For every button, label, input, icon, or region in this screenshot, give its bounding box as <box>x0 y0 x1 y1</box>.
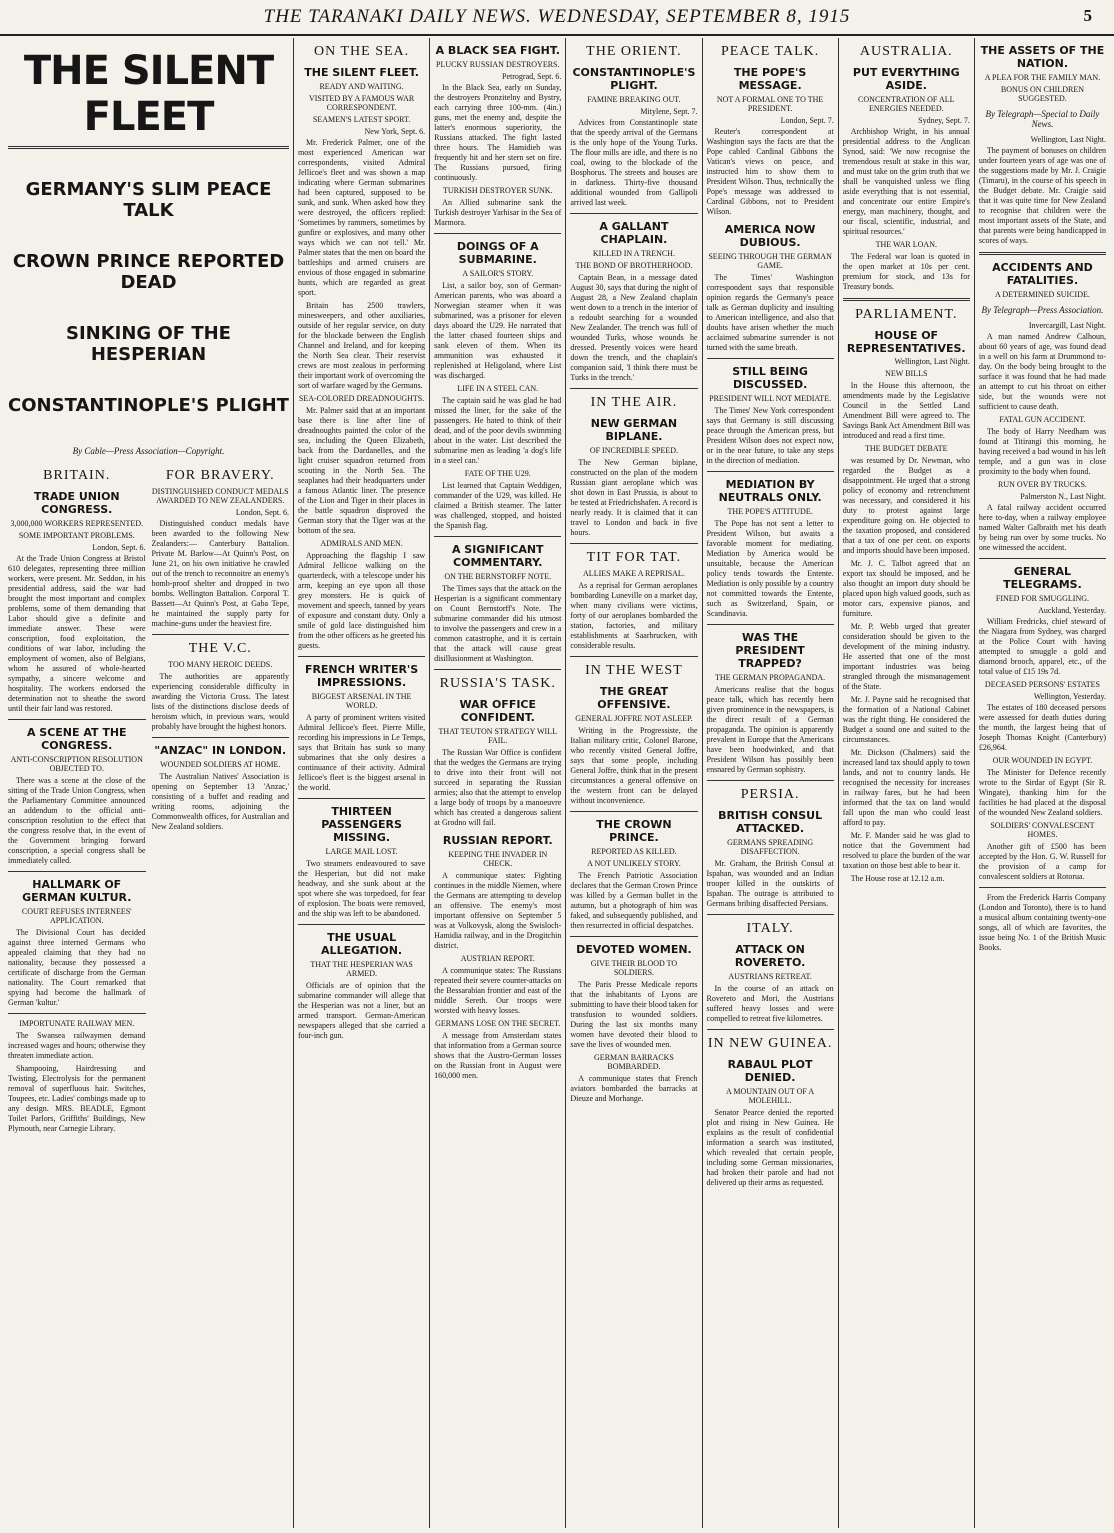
article-heading: FRENCH WRITER'S IMPRESSIONS. <box>304 663 419 689</box>
article-text: The Federal war loan is quoted in the open market at 10s per cent. premium for stock, and 13s for Treasury bonds. <box>842 252 970 291</box>
dateline: Wellington, Last Night. <box>894 357 970 366</box>
page-number: 5 <box>1083 6 1092 25</box>
article-text: Writing in the Progressiste, the Italian military critic, Colonel Barone, who recently visited General Joffre, says that some people, including General Joffre, think that in the present circumstances a general offensive on the western front can be delayed without inconvenience. <box>570 726 698 805</box>
subheading: GERMAN BARRACKS BOMBARDED. <box>594 1053 674 1071</box>
subheading: ALLIES MAKE A REPRISAL. <box>583 569 685 578</box>
divider <box>570 811 697 812</box>
article-heading: THE ASSETS OF THE NATION. <box>980 44 1105 70</box>
article-heading: CONSTANTINOPLE'S PLIGHT. <box>572 66 696 92</box>
subheading: PRESIDENT WILL NOT MEDIATE. <box>709 394 832 403</box>
article-heading: HOUSE OF REPRESENTATIVES. <box>846 329 966 355</box>
article-text: The Pope has not sent a letter to President Wilson, but awaits a favorable moment for mediating. Mediation by America would be unsuitable, because the American policy tends towards the Entente. Mediation is only possible by a country not committed towards the Entente, such as Switzerland, Spain, or Scandinavia. <box>706 519 834 618</box>
divider <box>570 543 697 544</box>
subheading: THE BOND OF BROTHERHOOD. <box>575 261 693 270</box>
article-text: The Russian War Office is confident that the wedges the Germans are trying to drive into their front will not succeed in separating the Russian armies; also that the attempt to envelop a large body of troops by a manoeuvre which has created a dangerous salient at Grodno will fail. <box>434 748 562 827</box>
subheading: FAMINE BREAKING OUT. <box>587 95 681 104</box>
subheading: DISTINGUISHED CONDUCT MEDALS AWARDED TO NEW ZEALANDERS. <box>151 487 289 505</box>
section-heading: PEACE TALK. <box>720 44 820 59</box>
article-text: A man named Andrew Calhoun, about 60 years of age, was found dead in a well on his farm at Drummond to-day. On the body being brought to the surface it was found that he had made an attempt to cut his throat on either side, but the wounds were not sufficient to cause death. <box>978 332 1107 411</box>
subheading: SEEING THROUGH THE GERMAN GAME. <box>708 252 832 270</box>
article-text: Approaching the flagship I saw Admiral Jellicoe walking on the quarterdeck, with a telescope under his arm, keeping an eye upon all those grey monsters. He is quick of movement and speech, tanned by years of exposure and constant duty. Only a smile of gold lace distinguished him from the other officers as he greeted his guests. <box>298 551 426 650</box>
subheading: OF INCREDIBLE SPEED. <box>589 446 679 455</box>
divider <box>434 233 561 234</box>
article-heading: HALLMARK OF GERMAN KULTUR. <box>22 878 132 904</box>
divider <box>707 914 834 915</box>
article-text: A communique states: Fighting continues in the middle Niemen, where the Germans are attempting to develop an offensive. The enemy's most important offensive on September 5 was at Volkovysk, along the Swisloch-Hamidia railway, and in the Drogitchin district. <box>434 871 562 950</box>
divider <box>707 780 834 781</box>
subheading: LIFE IN A STEEL CAN. <box>457 384 539 393</box>
column-5 <box>703 38 839 1528</box>
article-text: In the House this afternoon, the amendments made by the Legislative Council in the Settled Land Amendment Bill were agreed to. The Savings Bank Act Amendment Bill was introduced and read a first time. <box>842 381 970 440</box>
article-text: Mr. Graham, the British Consul at Ispahan, was wounded and an Indian trooper killed in the outskirts of Ispahan. The outrage is attributed to Germans bribing disaffected Persians. <box>706 859 834 908</box>
column-1 <box>4 38 294 1528</box>
article-text: A fatal railway accident occurred here to-day, when a railway employee named Walter Galbraith met his death by being run over by some trucks. No one witnessed the accident. <box>978 503 1107 552</box>
subheading: SOME IMPORTANT PROBLEMS. <box>18 531 135 540</box>
article-text: A communique states that French aviators bombarded the barracks at Dieuze and Morhange. <box>570 1074 698 1103</box>
article-heading: GENERAL TELEGRAMS. <box>1003 565 1082 591</box>
byline: By Cable—Press Association—Copyright. <box>72 446 225 456</box>
article-text: Mr. Palmer said that at an important base there is line after line of dreadnoughts painted the color of the sea, including the Queen Elizabeth, back from the Dardanelles, and the light cruiser squadron returned from scouting in the North Sea. The seaplanes had their headquarters under a famous Atlantic liner. The presence of the Lion and Tiger in their places in the battle squadron disproved the German story that the Tiger was at the bottom of the sea. <box>298 406 426 535</box>
article-text: The New German biplane, constructed on the plan of the modern Russian giant aeroplane which was shot down in East Prussia, is about to be tested at Friedrichshafen. A record is nearly ready. It is claimed that it can travel to London and back in five hours. <box>570 458 698 537</box>
article-text: The House rose at 12.12 a.m. <box>850 874 945 883</box>
subheading: SEAMEN'S LATEST SPORT. <box>312 115 411 124</box>
article-text: A message from Amsterdam states that information from a German source shows that the Austro-German losses on the Russian front in August were 160,000 men. <box>434 1031 562 1080</box>
article-text: The Swansea railwaymen demand increased wages and hours; otherwise they threaten immediate action. <box>8 1031 146 1060</box>
subheading: FINED FOR SMUGGLING. <box>995 594 1089 603</box>
article-text: The authorities are apparently experiencing considerable difficulty in awarding the Victoria Cross. The latest lists of the distinctions disclose deeds of heroism which, in previous wars, would probably have brought the highest honors. <box>151 672 289 731</box>
subheading: TURKISH DESTROYER SUNK. <box>442 186 553 195</box>
dateline: Wellington, Yesterday. <box>1033 692 1107 701</box>
article-heading: RUSSIAN REPORT. <box>442 834 553 847</box>
article-text: Mr. Frederick Palmer, one of the most experienced American war correspondents, visited Admiral Jellicoe's fleet and was shown a map indicating where German submarines had been captured, supposed to be sunk, and sunk. When asked how they were destroyed, the officers replied: 'Sometimes by rammers, sometimes by gunfire or explosives, and many other ways which we can not tell.' Mr. Palmer states that the men on board the battleships and armed cruisers are envious of those engaged in submarine hunts, which are regarded as great sport. <box>298 138 426 297</box>
dateline: Mitylene, Sept. 7. <box>640 107 698 116</box>
subheading: ON THE BERNSTORFF NOTE. <box>444 572 552 581</box>
article-text: Another gift of £500 has been accepted by the Hon. G. W. Russell for the provision of a camp for convalescent soldiers at Rotorua. <box>978 842 1107 881</box>
article-heading: PUT EVERYTHING ASIDE. <box>852 66 960 92</box>
article-text: At the Trade Union Congress at Bristol 610 delegates, representing three million workers, were present. Mr. Seddon, in his presidential address, said the war had brought the most important and complex problems, some of them demanding that Labor should give a definite and immediate answer. These were conscription, food exploitation, the conditions of war labor, including the employment of women, also of Belgians, whom he assured of whole-hearted sympathy, a sincere welcome and hospitality. The workers endorsed the determination not to sheathe the sword until their fair land was restored. <box>8 554 146 713</box>
subheading: THE GERMAN PROPAGANDA. <box>715 673 826 682</box>
divider <box>298 798 425 799</box>
article-text: List, a sailor boy, son of German-American parents, who was aboard a Norwegian steamer when it was submarined, was a prisoner for eleven days aboard the U29. He narrated that the latter chased fourteen ships and sank eleven of them. When its ammunition was exhausted it replenished at Heligoland, where List was discharged. <box>434 281 562 380</box>
subheading: A PLEA FOR THE FAMILY MAN. <box>984 73 1101 82</box>
byline: By Telegraph—Press Association. <box>981 305 1104 315</box>
subcolumn-a <box>8 462 146 1137</box>
subheading: RUN OVER BY TRUCKS. <box>997 480 1087 489</box>
divider <box>298 656 425 657</box>
subheading: CONCENTRATION OF ALL ENERGIES NEEDED. <box>858 95 955 113</box>
subheading: A SAILOR'S STORY. <box>462 269 534 278</box>
article-heading: A GALLANT CHAPLAIN. <box>599 220 669 246</box>
article-text: The Divisional Court has decided against three interned Germans who appealed claiming that they had no nationality, because they possessed a certificate of discharge from the German nationality. The Court remarked that spying had become the hallmark of German 'kultur.' <box>8 928 146 1007</box>
divider <box>570 936 697 937</box>
subheading: KILLED IN A TRENCH. <box>592 249 675 258</box>
article-text: Distinguished conduct medals have been awarded to the following New Zealanders:— Canterbury Battalion. Private M. Barlow—At Quinn's Post, on June 21, on his own initiative he crawled out of the trench to reconnoitre an enemy's bomb-proof shelter and dropped in two bombs. Wellington Battalion. Corporal T. Bassett—At Quinn's Post, at Gaba Tepe, he maintained the supply party for machine-guns under the heaviest fire. <box>151 519 289 628</box>
subheading: A DETERMINED SUICIDE. <box>995 290 1090 299</box>
subheading: REPORTED AS KILLED. <box>591 847 677 856</box>
subheading: NOT A FORMAL ONE TO THE PRESIDENT. <box>716 95 824 113</box>
article-heading: BRITISH CONSUL ATTACKED. <box>718 809 823 835</box>
dateline: Invercargill, Last Night. <box>1028 321 1107 330</box>
section-vc: THE V.C. <box>188 641 252 656</box>
headline-hesperian: SINKING OF THE HESPERIAN <box>66 323 231 365</box>
advertisement: Shampooing, Hairdressing and Twisting, Electrolysis for the permanent removal of superfluous hair. Switches, Toupees, etc. Ladies' combings made up to any design. MRS. BEADLE, Egmont Toilet Parlors, Griffiths' Buildings, New Plymouth, near Carnegie Library. <box>8 1064 146 1133</box>
divider <box>152 737 290 738</box>
subheading: GERMANS LOSE ON THE SECRET. <box>435 1019 561 1028</box>
article-heading: A SIGNIFICANT COMMENTARY. <box>451 543 544 569</box>
subheading: GENERAL JOFFRE NOT ASLEEP. <box>575 714 693 723</box>
article-text: The Paris Presse Medicale reports that the inhabitants of Lyons are submitting to have their blood taken for transfusion to wounded soldiers. During the last six months many women have devoted their blood to save the lives of wounded men. <box>570 980 698 1049</box>
article-text: Mr. F. Mander said he was glad to notice that the Government had resolved to place the burden of the war taxation on those best able to bear it. <box>842 831 970 870</box>
column-4 <box>566 38 702 1528</box>
dateline: Sydney, Sept. 7. <box>918 116 970 125</box>
article-heading: STILL BEING DISCUSSED. <box>732 365 808 391</box>
article-text: The captain said he was glad he had missed the liner, for the sake of the passengers. He hated to think of their dead, and of the poor devils swimming about in the water. List described the submarine men as leading 'a dog's life in a steel can.' <box>434 396 562 465</box>
section-heading: THE ORIENT. <box>586 44 682 59</box>
subheading: AUSTRIANS RETREAT. <box>728 972 812 981</box>
headline-peace-talk: GERMANY'S SLIM PEACE TALK <box>25 179 272 221</box>
subheading: VISITED BY A FAMOUS WAR CORRESPONDENT. <box>308 94 415 112</box>
subheading: LARGE MAIL LOST. <box>325 847 398 856</box>
divider <box>707 471 834 472</box>
article-heading: MEDIATION BY NEUTRALS ONLY. <box>718 478 822 504</box>
article-text: A communique states: The Russians repeated their severe counter-attacks on the Bessarabian frontier and east of the middle Sereth. Our troops were worsted with heavy losses. <box>434 966 562 1015</box>
newspaper-title: THE TARANAKI DAILY NEWS. WEDNESDAY, SEPTEMBER 8, 1915 <box>263 6 851 27</box>
article-heading: NEW GERMAN BIPLANE. <box>590 417 678 443</box>
article-text: Britain has 2500 trawlers, minesweepers, and other auxiliaries, outside of her regular service, on duty for the blockade between the English Channel and Ireland, and for keeping the North Sea clear. Their reservist crews are most zealous in performing their important work of overcoming the sort of warfare waged by the Germans. <box>298 301 426 390</box>
section-britain: BRITAIN. <box>43 468 111 483</box>
article-text: A party of prominent writers visited Admiral Jellicoe's fleet. Pierre Mille, recording his impressions in Le Temps, says that Britain has sunk so many submarines that she only desires a continuance of their activity. Admiral Jellicoe's fleet is the biggest arsenal in the world. <box>298 713 426 792</box>
subheading: GERMANS SPREADING DISAFFECTION. <box>727 838 814 856</box>
article-text: Mr. J. C. Talbot agreed that an export tax should be imposed, and he also thought an import duty should be placed upon high valued goods, such as motor cars, expensive pianos, and furniture. <box>842 559 970 618</box>
section-heading: ITALY. <box>746 921 794 936</box>
section-heading: PARLIAMENT. <box>855 307 958 322</box>
article-text: The French Patriotic Association declares that the German Crown Prince was killed by a German bullet in the autumn, but a photograph of him was faked, and subsequently published, and then resurrected in official despatches. <box>570 871 698 930</box>
subheading: 3,000,000 WORKERS REPRESENTED. <box>10 519 144 528</box>
divider <box>8 719 146 720</box>
column-2 <box>294 38 430 1528</box>
subheading: SOLDIERS' CONVALESCENT HOMES. <box>990 821 1095 839</box>
article-heading: THE GREAT OFFENSIVE. <box>597 685 671 711</box>
article-text: In the course of an attack on Rovereto and Mori, the Austrians suffered heavy losses and were compelled to retreat five kilometres. <box>706 984 834 1023</box>
article-text: The Australian Natives' Association is opening on September 13 'Anzac,' consisting of a buffet and reading and writing rooms, adjoining the Commonwealth offices, for Australian and New Zealand soldiers. <box>151 772 289 831</box>
article-text: Americans realise that the bogus peace talk, which has recently been given prominence in the newspapers, is the direct result of a German propaganda. The opinion is apparently prevalent in Europe that the Americans have been hoodwinked, and that President Wilson has possibly been ensnared by German sophistry. <box>706 685 834 774</box>
columns <box>4 38 1110 1528</box>
column-6 <box>839 38 975 1528</box>
advertisement: From the Frederick Harris Company (London and Toronto), there is to hand a musical album containing twenty-one songs, all of which are favorites, the issue being No. 1 of the British Music Books. <box>978 893 1107 952</box>
section-heading: IN THE AIR. <box>590 395 678 410</box>
article-heading: WAR OFFICE CONFIDENT. <box>459 698 537 724</box>
subcolumns <box>8 462 289 1137</box>
divider <box>570 656 697 657</box>
subheading: FATE OF THE U29. <box>464 469 531 478</box>
subheading: PLUCKY RUSSIAN DESTROYERS. <box>436 60 560 69</box>
article-text: There was a scene at the close of the sitting of the Trade Union Congress, when the Parliamentary Committee announced an addendum to the official anti-conscription resolution to the effect that the congress resolve that, in the event of the Government bringing forward conscription, a special congress shall be immediately called. <box>8 776 146 865</box>
divider <box>434 669 561 670</box>
dateline: Palmerston N., Last Night. <box>1020 492 1107 501</box>
main-headline: THE SILENT FLEET <box>23 48 274 140</box>
subheading: READY AND WAITING. <box>319 82 404 91</box>
article-text: The body of Harry Needham was found at Titirangi this morning, he having received a bad wound in his left temple, and a gun was in close proximity to the body when found. <box>978 427 1107 476</box>
article-heading: THE CROWN PRINCE. <box>596 818 672 844</box>
article-heading: DEVOTED WOMEN. <box>576 943 692 956</box>
divider <box>8 871 146 872</box>
divider <box>707 1029 834 1030</box>
dateline: London, Sept. 6. <box>235 508 289 517</box>
divider <box>979 252 1106 255</box>
article-heading: A BLACK SEA FIGHT. <box>435 44 560 57</box>
subheading: THE BUDGET DEBATE <box>865 444 948 453</box>
article-text: Senator Pearce denied the reported plot and rising in New Guinea. He explains as the result of confidential information a search was instituted, which revealed that certain people, including some German missionaries, had broken their parole and had not delivered up their arms as requested. <box>706 1108 834 1187</box>
subheading: SEA-COLORED DREADNOUGHTS. <box>298 394 425 403</box>
divider <box>434 536 561 537</box>
subheading: TOO MANY HEROIC DEEDS. <box>168 660 273 669</box>
dateline: Auckland, Yesterday. <box>1038 606 1107 615</box>
article-text: In the Black Sea, early on Sunday, the destroyers Pronzitelny and Bystry, each carrying three 100-mm. (4in.) guns, met the enemy and, despite the latter's enormous superiority, the Russians attacked. The fight lasted three hours. The Hamidieh was frequently hit and her stern set on fire. The Russians pursued, firing continuously. <box>434 83 562 182</box>
section-heading: IN THE WEST <box>585 663 683 678</box>
article-heading: WAS THE PRESIDENT TRAPPED? <box>735 631 805 670</box>
divider <box>8 146 289 149</box>
subheading: THE WAR LOAN. <box>875 240 937 249</box>
article-heading: THE POPE'S MESSAGE. <box>733 66 807 92</box>
article-heading: "ANZAC" IN LONDON. <box>154 744 287 757</box>
article-text: Mr. Dickson (Chalmers) said the increased land tax should apply to town lands, and not to country lands. He recognised the necessity for increases in railway fares, but he had been informed that the tax on land would fall upon the man who could least afford to pay. <box>842 748 970 827</box>
article-text: Two steamers endeavoured to save the Hesperian, but did not make headway, and she sunk about at the spot where she was torpedoed, for fear of explosion. The boats were removed, and the ship was left to be abandoned. <box>298 859 426 918</box>
article-text: Mr. J. Payne said he recognised that the formation of a National Cabinet was the right thing. He considered the Budget a sound one and suited to the circumstances. <box>842 695 970 744</box>
subheading: THAT THE HESPERIAN WAS ARMED. <box>310 960 413 978</box>
section-heading: PERSIA. <box>740 787 800 802</box>
subheading: BONUS ON CHILDREN SUGGESTED. <box>1000 85 1084 103</box>
dateline: Wellington, Last Night. <box>1030 135 1107 144</box>
subheading: NEW BILLS <box>885 369 928 378</box>
article-text: Officials are of opinion that the submarine commander will allege that the Hesperian was not a liner, but an armed transport. German-American newspapers alleged that she carried a four-inch gun. <box>298 981 426 1040</box>
article-text: The Times says that the attack on the Hesperian is a significant commentary on Count Bernstorff's Note. The submarine commander did his utmost to involve the passengers and crew in a common catastrophe, and it is certain that the attack will cause great disillusionment at Washington. <box>434 584 562 663</box>
headline-crown-prince: CROWN PRINCE REPORTED DEAD <box>12 251 285 293</box>
masthead <box>0 0 1114 36</box>
subcolumn-b <box>152 462 290 1137</box>
article-heading: AMERICA NOW DUBIOUS. <box>724 223 816 249</box>
section-heading: ON THE SEA. <box>314 44 410 59</box>
byline: By Telegraph—Special to Daily News. <box>985 109 1100 129</box>
divider <box>152 634 290 635</box>
divider <box>298 924 425 925</box>
article-text: The Times' New York correspondent says that Germany is still discussing peace through the American press, but President Wilson does not expect now, or in the near future, to take any steps in the direction of mediation. <box>706 406 834 465</box>
article-text: William Fredricks, chief steward of the Niagara from Sydney, was charged at the Police Court with having attempted to smuggle a gold and diamond brooch, apparel, etc., of the total value of £15 19s 7d. <box>978 617 1107 676</box>
divider <box>570 213 697 214</box>
divider <box>979 558 1106 559</box>
article-text: An Allied submarine sank the Turkish destroyer Yarhisar in the Sea of Marmora. <box>434 198 562 227</box>
article-heading: A SCENE AT THE CONGRESS. <box>26 726 127 752</box>
article-heading: ATTACK ON ROVERETO. <box>734 943 806 969</box>
article-text: was resumed by Dr. Newman, who regarded the Budget as a disappointment. He urged that a strong policy of economy and retrenchment was necessary, and considered it his duty to protest against large expenditure going on. He objected to the taxation proposed, and considered that a tax of one per cent. on exports and imports should have been imposed. <box>842 456 970 555</box>
section-heading: AUSTRALIA. <box>859 44 953 59</box>
dateline: Petrograd, Sept. 6. <box>502 72 562 81</box>
divider <box>707 358 834 359</box>
article-text: The payment of bonuses on children under fourteen years of age was one of the suggestions made by Mr. J. Craigie (Timaru), in the course of his speech in the Budget debate. Mr. Craigie said that it was quite time for New Zealand to recognise that children were the most important assets of the State, and that parents were being handicapped in scores of ways. <box>978 146 1107 245</box>
subheading: IMPORTUNATE RAILWAY MEN. <box>19 1019 135 1028</box>
column-3 <box>430 38 566 1528</box>
article-heading: RABAUL PLOT DENIED. <box>727 1058 813 1084</box>
section-heading: IN NEW GUINEA. <box>707 1036 833 1051</box>
subheading: AUSTRIAN REPORT. <box>460 954 535 963</box>
subheading: GIVE THEIR BLOOD TO SOLDIERS. <box>590 959 678 977</box>
subheading: ADMIRALS AND MEN. <box>320 539 403 548</box>
dateline: London, Sept. 6. <box>92 543 146 552</box>
article-text: Reuter's correspondent at Washington says the facts are that the Pope cabled Cardinal Gibbons the Vatican's views on peace, and instructed him to show them to President Wilson. Thus, technically the Pope's message was addressed to Cardinal Gibbons, not to President Wilson. <box>706 127 834 216</box>
dateline: London, Sept. 7. <box>780 116 834 125</box>
article-heading: THE USUAL ALLEGATION. <box>321 931 403 957</box>
divider <box>979 887 1106 888</box>
dateline: New York, Sept. 6. <box>364 127 426 136</box>
subheading: A NOT UNLIKELY STORY. <box>587 859 681 868</box>
article-heading: TRADE UNION CONGRESS. <box>33 490 120 516</box>
subheading: WOUNDED SOLDIERS AT HOME. <box>160 760 281 769</box>
article-heading: THIRTEEN PASSENGERS MISSING. <box>321 805 402 844</box>
article-text: Advices from Constantinople state that the speedy arrival of the Germans is the only hope of the Young Turks. The flour mills are idle, and there is no coal, owing to the blockade of the Bosphorus. The streets and houses are in darkness. Thirty-five thousand additional wounded from Gallipoli arrived last week. <box>570 118 698 207</box>
article-heading: ACCIDENTS AND FATALITIES. <box>992 261 1093 287</box>
article-text: Archbishop Wright, in his annual presidential address to the Anglican Synod, said: 'We now recognise the tremendous result at stake in this war, and must take on the grim truth that we shall be vanquished unless we fling aside everything that is not essential, and concentrate our entire Empire's energy, man machinery, thought, and our fiscal, scientific, industrial, and spiritual resources.' <box>842 127 970 236</box>
article-text: The Times' Washington correspondent says that responsible opinion regards the Germany's peace talk as German duplicity and insulting to American intelligence, and also that doubts have arisen whether the much acclaimed submarine surrender is not turned with the same breath. <box>706 273 834 352</box>
section-heading: TIT FOR TAT. <box>586 550 682 565</box>
subheading: ANTI-CONSCRIPTION RESOLUTION OBJECTED TO. <box>10 755 143 773</box>
divider <box>570 388 697 389</box>
section-heading: RUSSIA'S TASK. <box>439 676 556 691</box>
article-text: As a reprisal for German aeroplanes bombarding Luneville on a market day, when many civilians were victims, forty of our aeroplanes bombarded the station, factories, and military establishments at Saarbrucken, with considerable results. <box>570 581 698 650</box>
subheading: KEEPING THE INVADER IN CHECK. <box>448 850 548 868</box>
subheading: A MOUNTAIN OUT OF A MOLEHILL. <box>726 1087 815 1105</box>
section-bravery: FOR BRAVERY. <box>165 468 275 483</box>
subheading: FATAL GUN ACCIDENT. <box>999 415 1086 424</box>
article-text: List learned that Captain Weddigen, commander of the U29, was killed. He claimed a British steamer. The latter was challenged, stopped, and hoisted the Spanish flag. <box>434 481 562 530</box>
article-heading: THE SILENT FLEET. <box>304 66 419 79</box>
divider <box>8 1013 146 1014</box>
subheading: THAT TEUTON STRATEGY WILL FAIL. <box>438 727 557 745</box>
article-text: The Minister for Defence recently wrote to the Sirdar of Egypt (Sir R. Wingate), thanking him for the facilities he had placed at the disposal of the wounded New Zealand soldiers. <box>978 768 1107 817</box>
subheading: DECEASED PERSONS' ESTATES <box>984 680 1100 689</box>
article-text: Captain Bean, in a message dated August 30, says that during the night of August 28, a New Zealand chaplain went down to a trench in the interior of a redoubt searching for a wounded New Zealander. The trench was full of wounded Turks, whose wounds he dressed. Presently voices were heard down the trench, and the chaplain's companion said, 'I think there must be Turks in the trench.' <box>570 273 698 382</box>
subheading: BIGGEST ARSENAL IN THE WORLD. <box>311 692 412 710</box>
column-7 <box>975 38 1110 1528</box>
subheading: COURT REFUSES INTERNEES' APPLICATION. <box>21 907 132 925</box>
subheading: OUR WOUNDED IN EGYPT. <box>992 756 1093 765</box>
article-heading: DOINGS OF A SUBMARINE. <box>456 240 539 266</box>
headline-constantinople: CONSTANTINOPLE'S PLIGHT <box>8 395 289 416</box>
subheading: THE POPE'S ATTITUDE. <box>727 507 813 516</box>
article-text: The estates of 180 deceased persons were assessed for death duties during the month, the largest being that of Joseph Thomas Knight (Canterbury) £26,964. <box>978 703 1107 752</box>
divider <box>707 624 834 625</box>
article-text: Mr. P. Webb urged that greater consideration should be given to the development of the mining industry. He asserted that one of the most important industries was being strangled through the mismanagement of the State. <box>842 622 970 691</box>
divider <box>843 298 970 301</box>
